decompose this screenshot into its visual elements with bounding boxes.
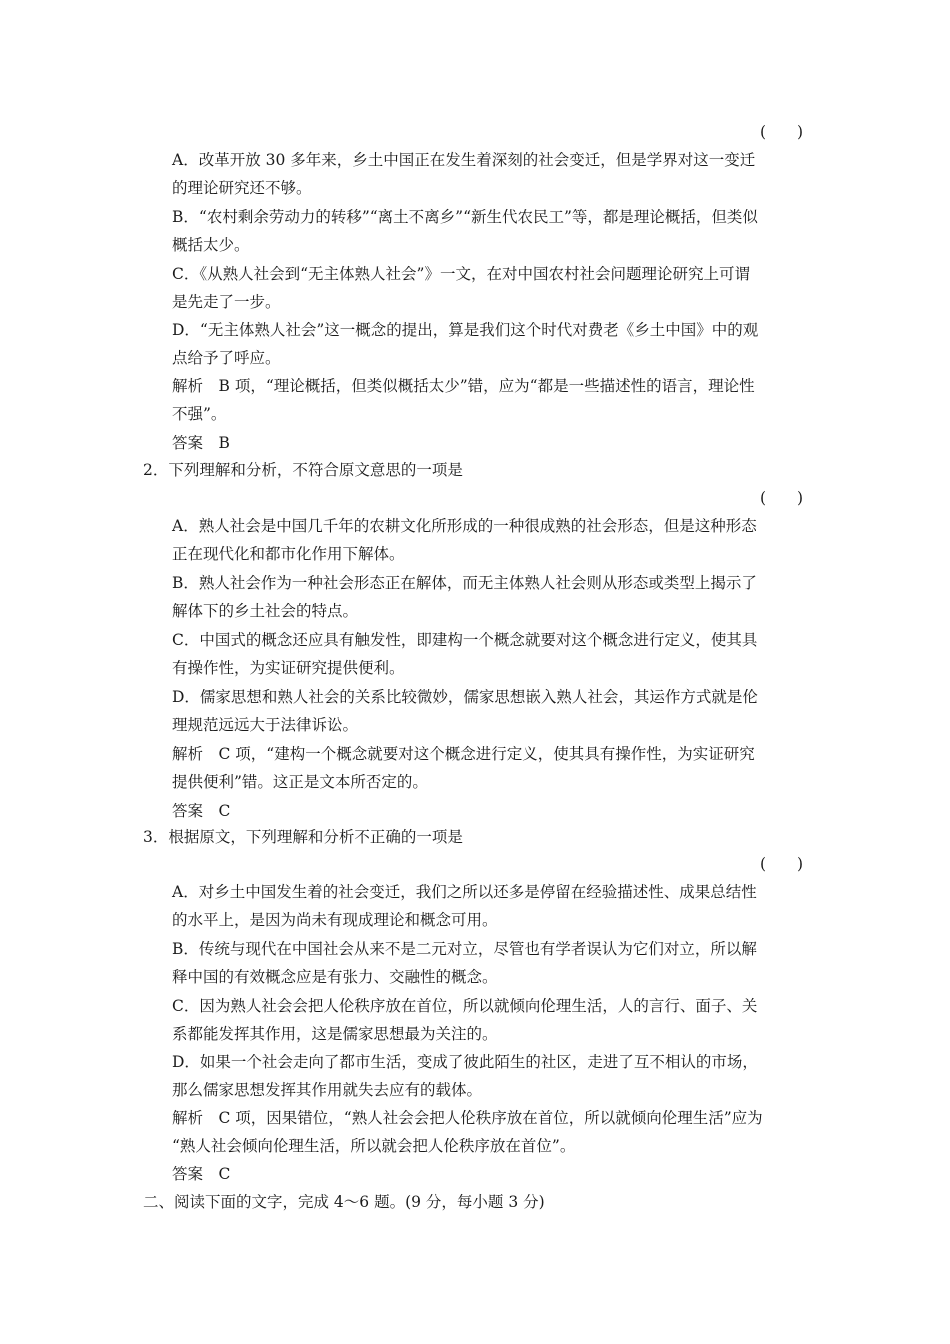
analysis-line-2: “熟人社会倾向伦理生活，所以就会把人伦秩序放在首位”。 xyxy=(172,1137,576,1155)
answer-bracket: ( ) xyxy=(760,123,804,141)
question-2-stem: 2．下列理解和分析，不符合原文意思的一项是 xyxy=(143,461,463,479)
option-d-line-1: D．“无主体熟人社会”这一概念的提出，算是我们这个时代对费老《乡土中国》中的观 xyxy=(172,321,759,339)
option-b-line-2: 释中国的有效概念应是有张力、交融性的概念。 xyxy=(172,968,498,986)
option-b-line-2: 解体下的乡土社会的特点。 xyxy=(172,602,359,620)
option-c-line-2: 系都能发挥其作用，这是儒家思想最为关注的。 xyxy=(172,1025,498,1043)
analysis-line-2: 不强”。 xyxy=(172,405,227,423)
option-d-line-2: 理规范远远大于法律诉讼。 xyxy=(172,716,359,734)
option-c-line-2: 有操作性，为实证研究提供便利。 xyxy=(172,659,405,677)
section-heading: 二、阅读下面的文字，完成 4～6 题。(9 分，每小题 3 分) xyxy=(143,1193,545,1211)
analysis-line-1: 解析 C 项，因果错位，“熟人社会会把人伦秩序放在首位，所以就倾向伦理生活”应为 xyxy=(172,1109,763,1127)
option-b-line-2: 概括太少。 xyxy=(172,236,250,254)
answer-line: 答案 C xyxy=(172,802,231,820)
option-a-line-1: A．改革开放 30 多年来，乡土中国正在发生着深刻的社会变迁，但是学界对这一变迁 xyxy=(172,151,756,169)
option-a-line-2: 的理论研究还不够。 xyxy=(172,179,312,197)
answer-bracket: ( ) xyxy=(760,855,804,873)
answer-line: 答案 B xyxy=(172,434,230,452)
option-a-line-1: A．对乡土中国发生着的社会变迁，我们之所以还多是停留在经验描述性、成果总结性 xyxy=(172,883,757,901)
option-c-line-2: 是先走了一步。 xyxy=(172,293,281,311)
question-3-stem: 3．根据原文，下列理解和分析不正确的一项是 xyxy=(143,828,463,846)
answer-bracket: ( ) xyxy=(760,489,804,507)
option-a-line-2: 的水平上，是因为尚未有现成理论和概念可用。 xyxy=(172,911,498,929)
option-d-line-2: 那么儒家思想发挥其作用就失去应有的载体。 xyxy=(172,1081,483,1099)
option-d-line-1: D．如果一个社会走向了都市生活，变成了彼此陌生的社区，走进了互不相认的市场， xyxy=(172,1053,758,1071)
analysis-line-2: 提供便利”错。这正是文本所否定的。 xyxy=(172,773,428,791)
option-d-line-1: D．儒家思想和熟人社会的关系比较微妙，儒家思想嵌入熟人社会，其运作方式就是伦 xyxy=(172,688,758,706)
option-c-line-1: C．因为熟人社会会把人伦秩序放在首位，所以就倾向伦理生活，人的言行、面子、关 xyxy=(172,997,758,1015)
option-a-line-1: A．熟人社会是中国几千年的农耕文化所形成的一种很成熟的社会形态，但是这种形态 xyxy=(172,517,757,535)
analysis-line-1: 解析 B 项，“理论概括，但类似概括太少”错，应为“都是一些描述性的语言，理论性 xyxy=(172,377,755,395)
option-d-line-2: 点给予了呼应。 xyxy=(172,349,281,367)
option-b-line-1: B．传统与现代在中国社会从来不是二元对立，尽管也有学者误认为它们对立，所以解 xyxy=(172,940,757,958)
analysis-line-1: 解析 C 项，“建构一个概念就要对这个概念进行定义，使其具有操作性，为实证研究 xyxy=(172,745,755,763)
option-c-line-1: C．《从熟人社会到“无主体熟人社会”》一文，在对中国农村社会问题理论研究上可谓 xyxy=(172,265,750,283)
option-b-line-1: B．“农村剩余劳动力的转移”“离土不离乡”“新生代农民工”等，都是理论概括，但类似 xyxy=(172,208,758,226)
answer-line: 答案 C xyxy=(172,1165,231,1183)
option-c-line-1: C．中国式的概念还应具有触发性，即建构一个概念就要对这个概念进行定义，使其具 xyxy=(172,631,758,649)
option-b-line-1: B．熟人社会作为一种社会形态正在解体，而无主体熟人社会则从形态或类型上揭示了 xyxy=(172,574,757,592)
option-a-line-2: 正在现代化和都市化作用下解体。 xyxy=(172,545,405,563)
